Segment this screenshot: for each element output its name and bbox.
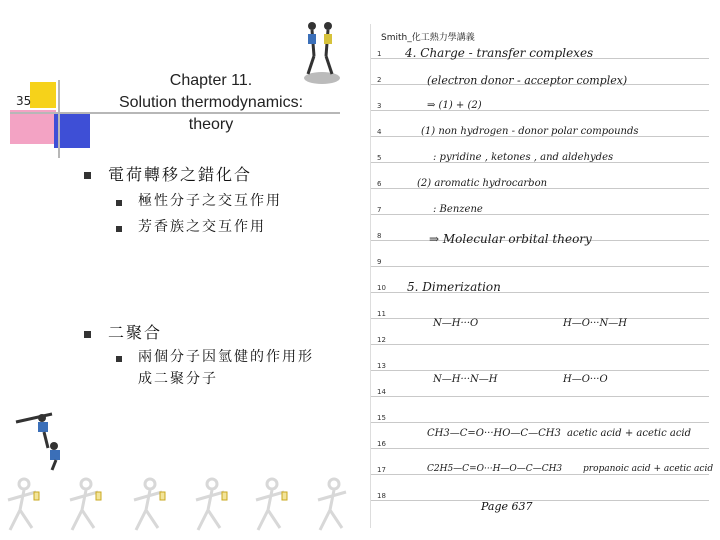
- note-propanoic-dimer: C2H5—C=O···H—O—C—CH3: [427, 464, 563, 474]
- note-aromatic: (2) aromatic hydrocarbon: [417, 178, 548, 189]
- line-number: 18: [377, 492, 386, 500]
- note-dimerization: 5. Dimerization: [407, 280, 501, 294]
- line-number: 3: [377, 102, 382, 110]
- bullet-charge-transfer: 電荷轉移之錯化合: [108, 165, 253, 184]
- line-number: 5: [377, 154, 382, 162]
- line-number: 2: [377, 76, 382, 84]
- notes-rule: [371, 370, 709, 371]
- subbullet-hbond-line2: 成二聚分子: [138, 371, 218, 387]
- notes-rule: [371, 448, 709, 449]
- title-line1: Chapter 11.: [169, 72, 253, 89]
- line-number: 10: [377, 284, 386, 292]
- line-number: 9: [377, 258, 382, 266]
- line-number: 13: [377, 362, 386, 370]
- running-figures-decoration: [0, 470, 360, 540]
- notes-rule: [371, 266, 709, 267]
- slide-title: [96, 70, 326, 136]
- note-structure-4: H—O···O: [563, 374, 608, 385]
- line-number: 7: [377, 206, 382, 214]
- notes-rule: [371, 396, 709, 397]
- notes-rule: [371, 344, 709, 345]
- note-structure-2: H—O···N—H: [563, 318, 627, 329]
- line-number: 6: [377, 180, 382, 188]
- deco-yellow-square: [30, 82, 56, 108]
- note-page-number: Page 637: [481, 500, 533, 513]
- note-propanoic-label: propanoic acid + acetic acid: [583, 464, 714, 474]
- note-edac: (electron donor - acceptor complex): [427, 74, 628, 87]
- bullet-marker: [116, 226, 122, 232]
- slide-number: 35: [16, 94, 32, 108]
- line-number: 15: [377, 414, 386, 422]
- line-number: 11: [377, 310, 386, 318]
- climbing-figures-icon: [12, 408, 62, 472]
- notes-rule: [371, 318, 709, 319]
- note-benzene: : Benzene: [433, 204, 483, 215]
- note-acetic-label: acetic acid + acetic acid: [567, 428, 692, 439]
- subbullet-aromatic: 芳香族之交互作用: [138, 219, 266, 235]
- notes-rule: [371, 422, 709, 423]
- line-number: 1: [377, 50, 382, 58]
- notes-header: Smith_化工熱力學講義: [381, 33, 475, 43]
- note-sum: ⇒ (1) + (2): [427, 100, 482, 111]
- note-pyridine: : pyridine , ketones , and aldehydes: [433, 152, 614, 163]
- subbullet-hbond: [138, 346, 314, 390]
- line-number: 17: [377, 466, 386, 474]
- bullet-dimerization: 二聚合: [108, 323, 163, 342]
- title-line2: Solution thermodynamics:: [118, 94, 304, 111]
- juggler-figure-icon: [296, 16, 344, 86]
- bullet-marker: [84, 172, 91, 179]
- subbullet-hbond-line1: 兩個分子因氫健的作用形: [138, 349, 314, 365]
- deco-vertical-line: [58, 80, 60, 158]
- notes-rule: [371, 474, 709, 475]
- notes-rule: [371, 500, 709, 501]
- note-nonhydrogen: (1) non hydrogen - donor polar compounds: [421, 126, 639, 137]
- note-acetic-dimer: CH3—C=O···HO—C—CH3: [427, 428, 561, 439]
- note-structure-3: N—H···N—H: [433, 374, 498, 385]
- line-number: 4: [377, 128, 382, 136]
- bullet-marker: [116, 200, 122, 206]
- line-number: 14: [377, 388, 386, 396]
- notes-rule: [371, 110, 709, 111]
- line-number: 12: [377, 336, 386, 344]
- title-line3: theory: [188, 116, 234, 133]
- line-number: 16: [377, 440, 386, 448]
- deco-pink-rect: [10, 110, 56, 144]
- note-charge-transfer: 4. Charge - transfer complexes: [405, 46, 594, 60]
- note-structure-1: N—H···O: [433, 318, 479, 329]
- bullet-marker: [84, 331, 91, 338]
- handwritten-notes-sheet: [370, 24, 714, 528]
- notes-rule: [371, 214, 709, 215]
- bullet-marker: [116, 356, 122, 362]
- subbullet-polar: 極性分子之交互作用: [138, 193, 282, 209]
- note-mo-theory: ⇒ Molecular orbital theory: [429, 232, 592, 246]
- line-number: 8: [377, 232, 382, 240]
